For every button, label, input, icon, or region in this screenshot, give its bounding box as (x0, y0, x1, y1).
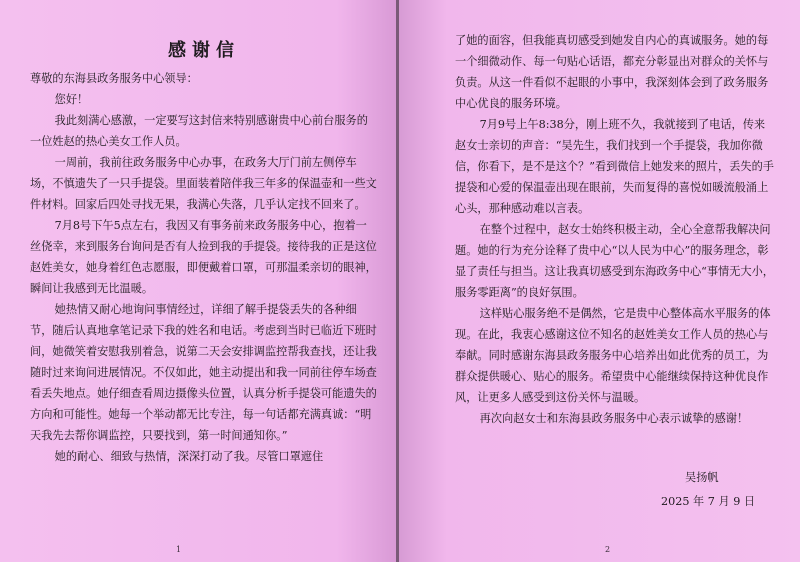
paragraph: 一周前，我前往政务服务中心办事，在政务大厅门前左侧停车场，不慎遗失了一只手提袋。里面装着陪伴我三年多的保温壶和一些文件材料。回家后四处寻找无果，我满心失落，几乎认定找不回来了。 (30, 156, 377, 211)
letter-page-2 (399, 0, 800, 562)
paragraph: 了她的面容，但我能真切感受到她发自内心的真诚服务。她的每一个细微动作、每一句贴心话语，都充分彰显出对群众的关怀与负责。从这一件看似不起眼的小事中，我深刻体会到了政务服务中心优良的服务环境。 (455, 34, 769, 110)
page-number: 2 (605, 545, 611, 554)
paragraph: 这样贴心服务绝不是偶然，它是贵中心整体高水平服务的体现。在此，我衷心感谢这位不知名的赵姓美女工作人员的热心与奉献。同时感谢东海县政务服务中心培养出如此优秀的员工，为群众提供暖心、贴心的服务。希望贵中心能继续保持这种优良作风，让更多人感受到这份关怀与温暖。 (455, 307, 771, 404)
paragraph: 她热情又耐心地询问事情经过，详细了解手提袋丢失的各种细节，随后认真地拿笔记录下我的姓名和电话。考虑到当时已临近下班时间，她微笑着安慰我别着急，说第二天会安排调监控帮我查找，还让我随时过来询问进展情况。不仅如此，她主动提出和我一同前往停车场查看丢失地点。她仔细查看周边摄像头位置，认真分析手提袋可能遗失的方向和可能性。她每一个举动都无比专注，每一句话都充满真诚：“明天我先去帮你调监控，只要找到，第一时间通知你。” (30, 303, 377, 442)
paragraph: 7月9号上午8:38分，刚上班不久，我就接到了电话，传来赵女士亲切的声音：“吴先生，我们找到一个手提袋，我加你微信，你看下，是不是这个？”看到微信上她发来的照片，丢失的手提袋和心爱的保温壶出现在眼前，失而复得的喜悦如暖流般涌上心头，那种感动难以言表。 (455, 118, 774, 215)
letter-page-1 (0, 0, 396, 562)
signature-date: 2025 年 7 月 9 日 (661, 495, 756, 508)
paragraph: 在整个过程中，赵女士始终积极主动，全心全意帮我解决问题。她的行为充分诠释了贵中心“以人民为中心”的服务理念，彰显了责任与担当。这让我真切感受到东海政务中心“事情无大小，服务零距离”的良好氛围。 (455, 223, 774, 299)
page-number: 1 (176, 545, 182, 554)
paragraph: 我此刻满心感激，一定要写这封信来特别感谢贵中心前台服务的一位姓赵的热心美女工作人员。 (30, 114, 368, 148)
paragraph: 她的耐心、细致与热情，深深打动了我。尽管口罩遮住 (54, 450, 324, 463)
salutation: 尊敬的东海县政务服务中心领导： (30, 72, 198, 85)
paragraph: 7月8号下午5点左右，我因又有事务前来政务服务中心，抱着一丝侥幸，来到服务台询问是否有人捡到我的手提袋。接待我的正是这位赵姓美女，她身着红色志愿服，即便戴着口罩，可那温柔亲切的眼神，瞬间让我感到无比温暖。 (30, 219, 377, 295)
signature-name: 吴扬帆 (685, 471, 719, 484)
letter-title: 感谢信 (168, 40, 240, 61)
greeting: 您好！ (54, 93, 89, 106)
paragraph: 再次向赵女士和东海县政务服务中心表示诚挚的感谢！ (479, 412, 749, 425)
